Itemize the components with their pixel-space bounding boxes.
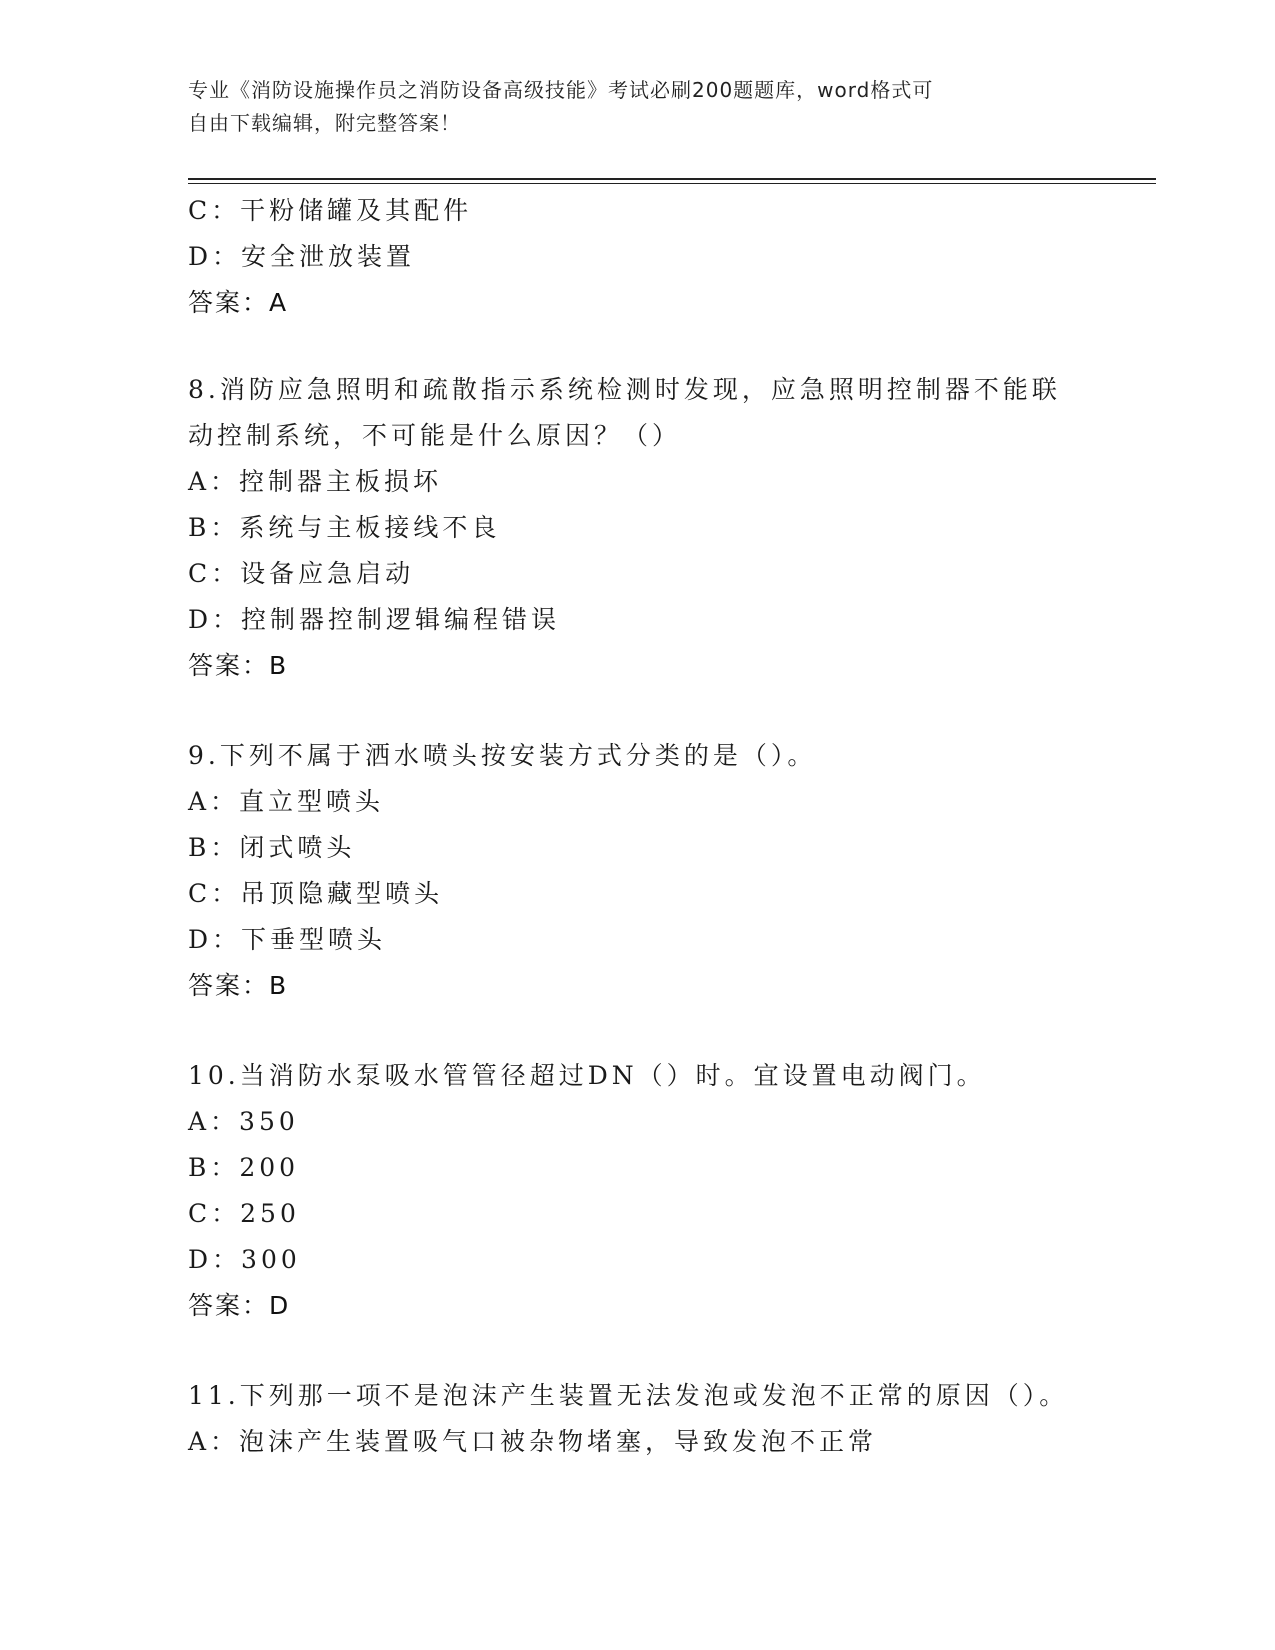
question-content (188, 188, 1188, 1465)
option-c: C：干粉储罐及其配件 (188, 196, 473, 225)
header-rule-thin (188, 183, 1156, 184)
question-stem: 9.下列不属于洒水喷头按安装方式分类的是（）。 (188, 741, 817, 770)
option-a: A：泡沫产生装置吸气口被杂物堵塞，导致发泡不正常 (188, 1427, 878, 1456)
question-stem: 11.下列那一项不是泡沫产生装置无法发泡或发泡不正常的原因（）。 (188, 1381, 1069, 1410)
question-stem: 8.消防应急照明和疏散指示系统检测时发现，应急照明控制器不能联 (188, 375, 1061, 404)
option-d: D：控制器控制逻辑编程错误 (188, 605, 561, 634)
answer-line: 答案：A (188, 288, 289, 317)
question-8 (188, 367, 1188, 689)
header-rule-thick (188, 178, 1156, 180)
option-d: D：安全泄放装置 (188, 242, 416, 271)
option-d: D：300 (188, 1245, 301, 1274)
question-stem: 动控制系统，不可能是什么原因？（） (188, 421, 682, 450)
option-d: D：下垂型喷头 (188, 925, 387, 954)
question-7-tail (188, 188, 1188, 326)
question-stem: 10.当消防水泵吸水管管径超过DN（）时。宜设置电动阀门。 (188, 1061, 986, 1090)
option-c: C：设备应急启动 (188, 559, 415, 588)
option-b: B：系统与主板接线不良 (188, 513, 501, 542)
answer-line: 答案：B (188, 651, 289, 680)
option-a: A：350 (188, 1107, 299, 1136)
option-c: C：吊顶隐藏型喷头 (188, 879, 444, 908)
option-b: B：闭式喷头 (188, 833, 356, 862)
option-a: A：直立型喷头 (188, 787, 385, 816)
option-c: C：250 (188, 1199, 300, 1228)
question-9 (188, 733, 1188, 1009)
page-header (188, 74, 1068, 140)
header-line-1: 专业《消防设施操作员之消防设备高级技能》考试必刷200题题库，word格式可 (188, 78, 934, 102)
question-11 (188, 1373, 1188, 1465)
option-a: A：控制器主板损坏 (188, 467, 443, 496)
option-b: B：200 (188, 1153, 300, 1182)
answer-line: 答案：D (188, 1291, 291, 1320)
answer-line: 答案：B (188, 971, 289, 1000)
header-line-2: 自由下载编辑，附完整答案！ (188, 111, 461, 135)
question-10 (188, 1053, 1188, 1329)
